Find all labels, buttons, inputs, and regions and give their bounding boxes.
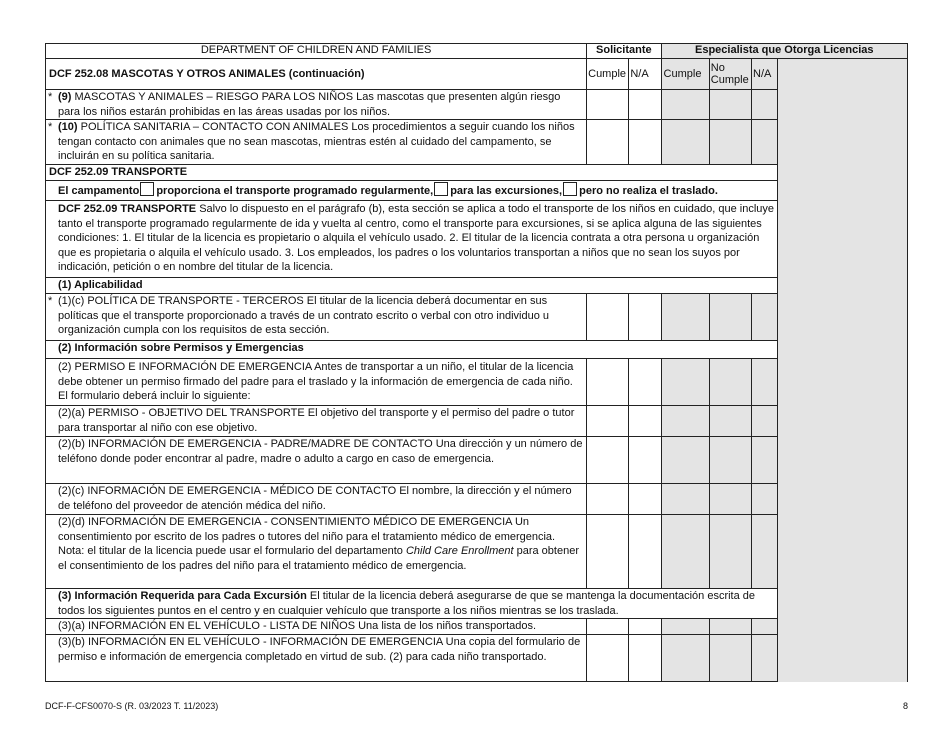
specialist-no-cumple-cell[interactable] [709,90,751,120]
specialist-cumple-cell[interactable] [661,293,709,340]
specialist-na-cell[interactable] [752,514,778,588]
specialist-na-cell[interactable] [752,120,778,165]
requirement-text: (2)(c) INFORMACIÓN DE EMERGENCIA - MÉDICO DE CONTACTO El nombre, la dirección y el número de teléfono del proveedor de atención médica del niño. [46,483,587,514]
requirement-text: * (9) MASCOTAS Y ANIMALES – RIESGO PARA LOS NIÑOS Las mascotas que presenten algún riesgo para los niños estarán prohibidas en las áreas usadas por los niños. [46,90,587,120]
transport-section-title: DCF 252.09 TRANSPORTE [46,164,778,180]
specialist-na-cell[interactable] [752,436,778,483]
specialist-na-cell[interactable] [752,293,778,340]
specialist-cumple-header: Cumple [661,59,709,90]
applicant-na-cell[interactable] [629,436,661,483]
specialist-cumple-cell[interactable] [661,436,709,483]
specialist-na-header: N/A [752,59,778,90]
shaded-margin [778,59,908,682]
applicant-cumple-cell[interactable] [587,635,629,682]
specialist-no-cumple-header: No Cumple [709,59,751,90]
specialist-cumple-cell[interactable] [661,483,709,514]
scheduled-transport-checkbox[interactable] [140,182,154,196]
permisos-heading: (2) Información sobre Permisos y Emergencias [46,340,778,358]
aplicabilidad-heading: (1) Aplicabilidad [46,277,778,293]
specialist-no-cumple-cell[interactable] [709,483,751,514]
requirement-text: (3)(a) INFORMACIÓN EN EL VEHÍCULO - LISTA DE NIÑOS Una lista de los niños transportados. [46,619,587,635]
solicitante-header: Solicitante [587,44,661,59]
requirement-text: * (10) POLÍTICA SANITARIA – CONTACTO CON ANIMALES Los procedimientos a seguir cuando los niños tengan contacto con animales que no sean mascotas, mientras estén al cuidado del campamento, se incluirán en su política sanitaria. [46,120,587,165]
requirement-text [46,514,587,588]
applicant-na-cell[interactable] [629,635,661,682]
no-transport-checkbox[interactable] [563,182,577,196]
specialist-na-cell[interactable] [752,619,778,635]
specialist-cumple-cell[interactable] [661,619,709,635]
specialist-no-cumple-cell[interactable] [709,436,751,483]
specialist-na-cell[interactable] [752,483,778,514]
specialist-na-cell[interactable] [752,358,778,405]
specialist-na-cell[interactable] [752,405,778,436]
requirement-lead: (9) [58,91,72,103]
specialist-no-cumple-cell[interactable] [709,120,751,165]
applicant-na-cell[interactable] [629,483,661,514]
applicant-cumple-cell[interactable] [587,120,629,165]
specialist-cumple-cell[interactable] [661,90,709,120]
applicant-na-cell[interactable] [629,619,661,635]
excursion-heading-body: El titular de la licencia deberá asegurarse de que se mantenga la documentación escrita de todos los siguientes puntos en el centro y en cualquier vehículo que transporte a los niños mientras se los traslada. [58,589,756,617]
transport-intro-body: Salvo lo dispuesto en el parágrafo (b), esta sección se aplica a todo el transporte de los niños en cuidado, que incluye tanto el transporte programado regularmente de ida y vuelta al centro, como el transporte para excursiones, si se aplica alguna de las siguientes condiciones: 1. El titular de la licencia es propietario o alquila el vehículo usado. 2. El titular de la licencia contrata a otra persona u organización que es propietaria o alquila el vehículo usado. 3. Los empleados, los padres o los voluntarios transportan a niños que no sean los suyos por indicación, petición o en nombre del titular de la licencia. [58,202,775,274]
camp-label: El campamento [58,185,140,198]
applicant-cumple-cell[interactable] [587,293,629,340]
column-header-row [46,59,908,90]
checklist-table [45,43,908,682]
specialist-cumple-cell[interactable] [661,514,709,588]
applicant-na-cell[interactable] [629,90,661,120]
applicant-cumple-cell[interactable] [587,405,629,436]
requirement-body: (1)(c) POLÍTICA DE TRANSPORTE - TERCEROS El titular de la licencia deberá documentar en sus políticas que el transporte proporcionado a través de un contrato escrito o verbal con otro individuo u organización cumpla con los requisitos de esta sección. [58,294,550,337]
requirement-body: MASCOTAS Y ANIMALES – RIESGO PARA LOS NIÑOS Las mascotas que presenten algún riesgo para los niños estarán prohibidas en las áreas usadas por los niños. [58,91,561,118]
specialist-na-cell[interactable] [752,90,778,120]
applicant-cumple-header: Cumple [587,59,629,90]
field-trip-label: para las excursiones, [450,185,563,198]
form-id: DCF-F-CFS0070-S (R. 03/2023 T. 11/2023) [45,701,219,711]
section-title: DCF 252.08 MASCOTAS Y OTROS ANIMALES (continuación) [46,59,587,90]
requirement-lead: (10) [58,121,78,134]
especialista-header: Especialista que Otorga Licencias [661,44,907,59]
department-title: DEPARTMENT OF CHILDREN AND FAMILIES [46,44,587,59]
applicant-cumple-cell[interactable] [587,619,629,635]
requirement-body: POLÍTICA SANITARIA – CONTACTO CON ANIMALES Los procedimientos a seguir cuando los niños tengan contacto con animales que no sean mascotas, mientras estén al cuidado del campamento, se incluirán en su política sanitaria. [58,121,575,163]
applicant-na-header: N/A [629,59,661,90]
applicant-cumple-cell[interactable] [587,436,629,483]
requirement-text: (2)(a) PERMISO - OBJETIVO DEL TRANSPORTE El objetivo del transporte y el permiso del padre o tutor para transportar al niño con ese objetivo. [46,405,587,436]
scheduled-transport-label: proporciona el transporte programado regularmente, [156,185,434,198]
field-trip-checkbox[interactable] [434,182,448,196]
checklist-sheet [45,43,908,682]
excursion-heading [46,588,778,618]
applicant-na-cell[interactable] [629,405,661,436]
transport-intro [46,200,778,277]
requirement-text: (3)(b) INFORMACIÓN EN EL VEHÍCULO - INFORMACIÓN DE EMERGENCIA Una copia del formulario de permiso e información de emergencia completado en virtud de sub. (2) para cada niño transportado. [46,635,587,682]
applicant-cumple-cell[interactable] [587,514,629,588]
applicant-na-cell[interactable] [629,514,661,588]
requirement-text: * (1)(c) POLÍTICA DE TRANSPORTE - TERCEROS El titular de la licencia deberá documentar en sus políticas que el transporte proporcionado a través de un contrato escrito o verbal con otro individuo u organización cumpla con los requisitos de esta sección. [46,293,587,340]
applicant-cumple-cell[interactable] [587,90,629,120]
requirement-body: (2)(d) INFORMACIÓN DE EMERGENCIA - CONSENTIMIENTO MÉDICO DE EMERGENCIA Un consentimiento por escrito de los padres o tutores del niño para el tratamiento médico de emergencia. Nota: el titular de la licencia puede usar el formulario del departamento [58,515,556,558]
specialist-no-cumple-cell[interactable] [709,619,751,635]
applicant-cumple-cell[interactable] [587,358,629,405]
requirement-text: (2) PERMISO E INFORMACIÓN DE EMERGENCIA Antes de transportar a un niño, el titular de la licencia debe obtener un permiso firmado del padre para el traslado y la información de emergencia de cada niño. El formulario deberá incluir lo siguiente: [46,358,587,405]
specialist-no-cumple-cell[interactable] [709,358,751,405]
requirement-text: (2)(b) INFORMACIÓN DE EMERGENCIA - PADRE/MADRE DE CONTACTO Una dirección y un número de teléfono donde poder encontrar al padre, madre o adulto a cargo en caso de emergencia. [46,436,587,483]
specialist-cumple-cell[interactable] [661,120,709,165]
applicant-na-cell[interactable] [629,358,661,405]
specialist-no-cumple-cell[interactable] [709,405,751,436]
form-name: Child Care Enrollment [405,545,514,558]
no-transport-label: pero no realiza el traslado. [579,185,718,198]
specialist-cumple-cell[interactable] [661,358,709,405]
specialist-no-cumple-cell[interactable] [709,293,751,340]
applicant-na-cell[interactable] [629,293,661,340]
transport-intro-lead: DCF 252.09 TRANSPORTE [58,202,197,215]
specialist-cumple-cell[interactable] [661,405,709,436]
camp-transport-statement [46,180,778,200]
applicant-cumple-cell[interactable] [587,483,629,514]
applicant-na-cell[interactable] [629,120,661,165]
specialist-no-cumple-cell[interactable] [709,635,751,682]
requirement-body-end: para obtener el consentimiento de los padres del niño para el tratamiento médico de emergencia. [58,545,579,572]
page-number: 8 [902,701,908,711]
specialist-no-cumple-cell[interactable] [709,514,751,588]
specialist-cumple-cell[interactable] [661,635,709,682]
excursion-heading-lead: (3) Información Requerida para Cada Excursión [58,589,307,602]
header-row [46,44,908,59]
specialist-na-cell[interactable] [752,635,778,682]
